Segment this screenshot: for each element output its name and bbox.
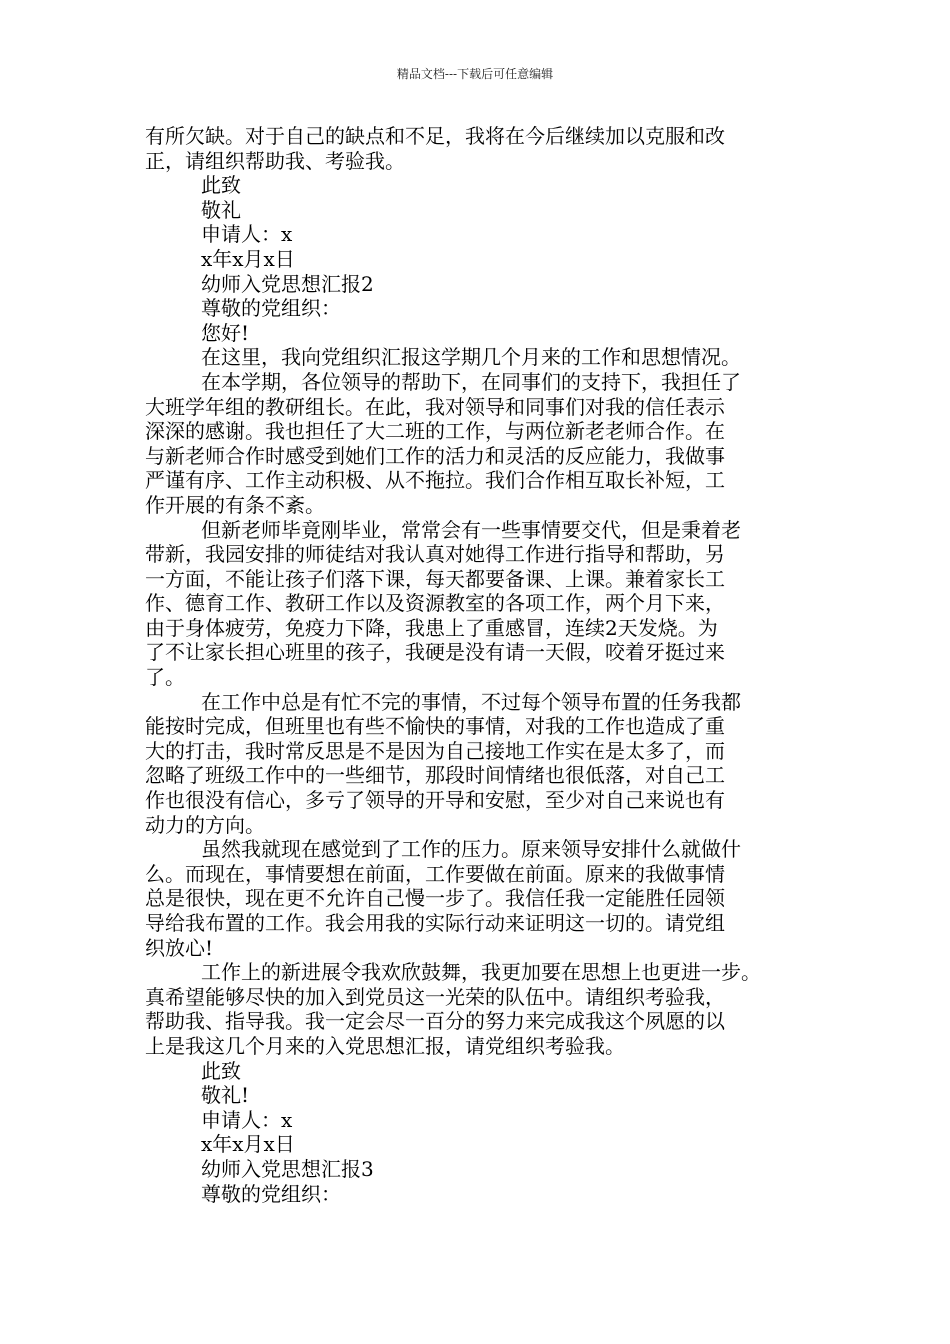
text-line: 大班学年组的教研组长。在此，我对领导和同事们对我的信任表示 — [145, 394, 725, 419]
text-line: 正，请组织帮助我、考验我。 — [145, 148, 405, 173]
text-line: 作也很没有信心，多亏了领导的开导和安慰，至少对自己来说也有 — [145, 788, 725, 813]
text-line: 在工作中总是有忙不完的事情，不过每个领导布置的任务我都 — [201, 689, 741, 714]
text-line: 申请人：x — [201, 1107, 293, 1132]
text-line: 大的打击，我时常反思是不是因为自己接地工作实在是太多了，而 — [145, 738, 725, 763]
text-line: 敬礼! — [201, 1083, 250, 1108]
text-line: 与新老师合作时感受到她们工作的活力和灵活的反应能力，我做事 — [145, 443, 725, 468]
text-line: 带新，我园安排的师徒结对我认真对她得工作进行指导和帮助，另 — [145, 542, 725, 567]
text-line: 敬礼 — [201, 197, 241, 222]
text-line: 了不让家长担心班里的孩子，我硬是没有请一天假，咬着牙挺过来 — [145, 640, 725, 665]
text-line: 总是很快，现在更不允许自己慢一步了。我信任我一定能胜任园领 — [145, 886, 725, 911]
text-line: x年x月x日 — [201, 1132, 295, 1157]
text-line: 但新老师毕竟刚毕业，常常会有一些事情要交代，但是秉着老 — [201, 517, 741, 542]
text-line: 么。而现在，事情要想在前面，工作要做在前面。原来的我做事情 — [145, 861, 725, 886]
text-line: 严谨有序、工作主动积极、从不拖拉。我们合作相互取长补短，工 — [145, 468, 725, 493]
text-line: 导给我布置的工作。我会用我的实际行动来证明这一切的。请党组 — [145, 911, 725, 935]
text-line: 尊敬的党组织： — [201, 1181, 341, 1206]
text-line: 此致 — [201, 173, 241, 198]
page-header: 精品文档---下载后可任意编辑 — [396, 67, 554, 81]
text-line: 有所欠缺。对于自己的缺点和不足，我将在今后继续加以克服和改 — [145, 124, 725, 148]
text-line: 申请人：x — [201, 222, 293, 247]
text-line: 织放心! — [145, 935, 214, 960]
text-line: 忽略了班级工作中的一些细节，那段时间情绪也很低落，对自己工 — [145, 763, 725, 788]
text-line: 一方面，不能让孩子们落下课，每天都要备课、上课。兼着家长工 — [145, 566, 725, 591]
text-line: 由于身体疲劳，免疫力下降，我患上了重感冒，连续2天发烧。为 — [145, 615, 718, 640]
text-line: 尊敬的党组织： — [201, 296, 341, 321]
text-line: 此致 — [201, 1058, 241, 1083]
text-line: 作开展的有条不紊。 — [145, 492, 325, 517]
text-line: x年x月x日 — [201, 246, 295, 271]
document-body — [145, 124, 825, 1206]
text-line: 幼师入党思想汇报3 — [201, 1156, 374, 1181]
text-line: 深深的感谢。我也担任了大二班的工作，与两位新老老师合作。在 — [145, 419, 725, 444]
text-line: 作、德育工作、教研工作以及资源教室的各项工作，两个月下来， — [145, 591, 725, 616]
text-line: 虽然我就现在感觉到了工作的压力。原来领导安排什么就做什 — [201, 837, 741, 862]
text-line: 了。 — [145, 665, 185, 690]
text-line: 您好! — [201, 320, 250, 345]
text-line: 帮助我、指导我。我一定会尽一百分的努力来完成我这个夙愿的以 — [145, 1009, 725, 1034]
text-line: 在这里，我向党组织汇报这学期几个月来的工作和思想情况。 — [201, 345, 741, 370]
text-line: 上是我这几个月来的入党思想汇报，请党组织考验我。 — [145, 1033, 625, 1058]
text-line: 动力的方向。 — [145, 812, 265, 837]
text-line: 幼师入党思想汇报2 — [201, 271, 374, 296]
text-line: 真希望能够尽快的加入到党员这一光荣的队伍中。请组织考验我， — [145, 984, 725, 1009]
text-line: 在本学期，各位领导的帮助下，在同事们的支持下，我担任了 — [201, 369, 741, 394]
text-line: 工作上的新进展令我欢欣鼓舞，我更加要在思想上也更进一步。 — [201, 960, 761, 985]
text-line: 能按时完成，但班里也有些不愉快的事情，对我的工作也造成了重 — [145, 714, 725, 739]
